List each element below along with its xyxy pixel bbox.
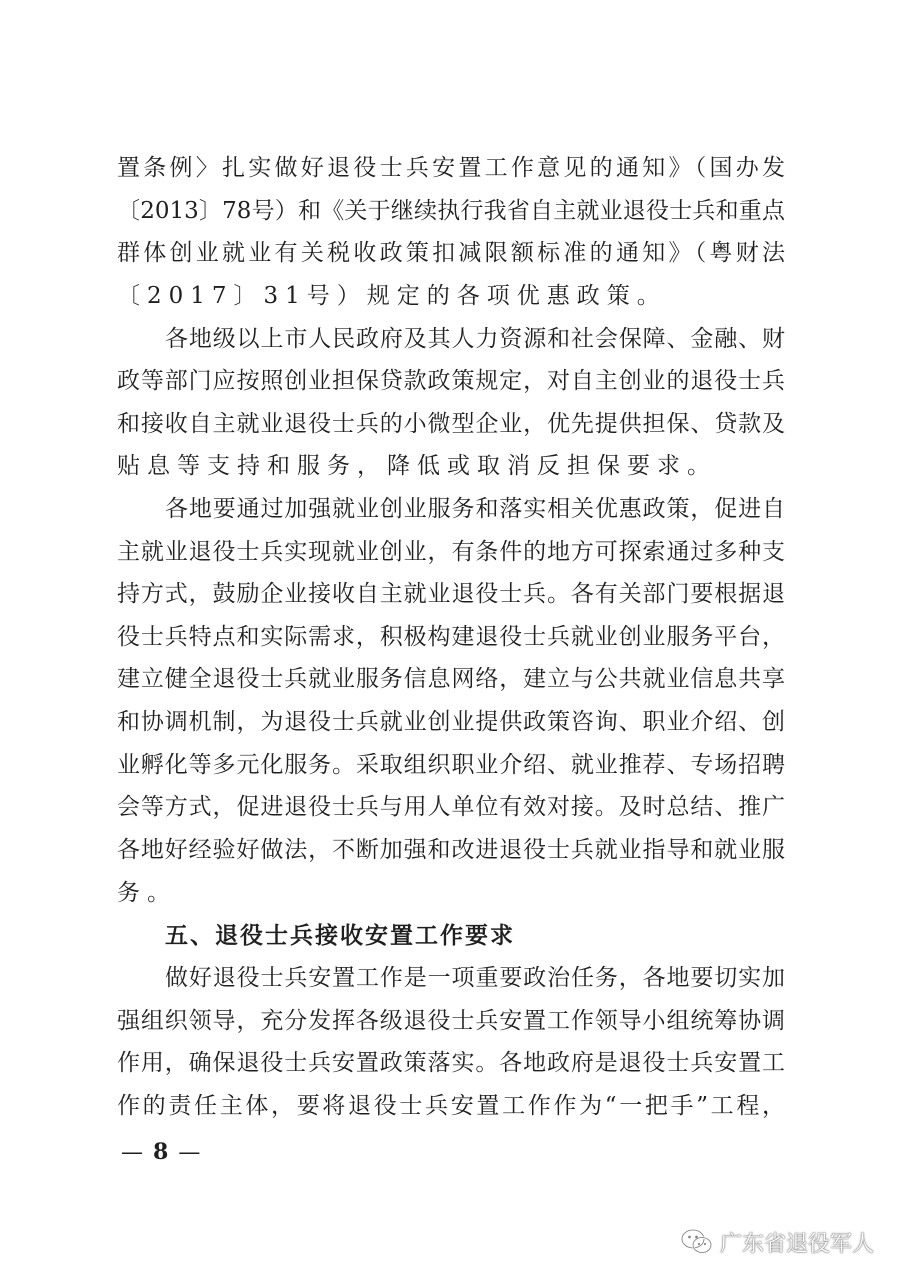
text-line: 置条例〉扎实做好退役士兵安置工作意见的通知》（国办发 [117, 155, 785, 181]
paragraph-first-line: 做好退役士兵安置工作是一项重要政治任务，各地要切实加 [165, 965, 785, 991]
text-line: 〔2017〕31号）规定的各项优惠政策。 [117, 283, 667, 309]
text-line: 建立健全退役士兵就业服务信息网络，建立与公共就业信息共享 [117, 666, 785, 692]
text-line: 群体创业就业有关税收政策扣减限额标准的通知》（粤财法 [117, 240, 785, 266]
text-line: 作的责任主体，要将退役士兵安置工作作为“一把手”工程， [117, 1093, 785, 1119]
watermark-text: 广东省退役军人 [719, 1231, 874, 1257]
page-number-value: 8 [153, 1139, 169, 1165]
text-line: 政等部门应按照创业担保贷款政策规定，对自主创业的退役士兵 [117, 368, 785, 394]
text-line: 和接收自主就业退役士兵的小微型企业，优先提供担保、贷款及 [117, 411, 785, 437]
text-line: 业孵化等多元化服务。采取组织职业介绍、就业推荐、专场招聘 [117, 752, 785, 778]
paragraph-first-line: 各地级以上市人民政府及其人力资源和社会保障、金融、财 [165, 326, 785, 352]
page-number [121, 1138, 200, 1167]
wechat-icon [680, 1227, 714, 1257]
text-line: 作用，确保退役士兵安置政策落实。各地政府是退役士兵安置工 [117, 1050, 785, 1076]
text-line: 各地好经验好做法，不断加强和改进退役士兵就业指导和就业服 [117, 837, 785, 863]
text-line: 务。 [117, 880, 177, 906]
page-number-dash-left: — [121, 1140, 143, 1165]
text-line: 会等方式，促进退役士兵与用人单位有效对接。及时总结、推广 [117, 794, 785, 820]
page-number-dash-right: — [178, 1140, 201, 1165]
text-line: 〔2013〕78号）和《关于继续执行我省自主就业退役士兵和重点 [117, 198, 785, 224]
source-watermark [680, 1226, 874, 1258]
text-line: 和协调机制，为退役士兵就业创业提供政策咨询、职业介绍、创 [117, 709, 785, 735]
section-heading: 五、退役士兵接收安置工作要求 [165, 923, 515, 949]
text-line: 贴息等支持和服务，降低或取消反担保要求。 [117, 453, 717, 479]
text-line: 持方式，鼓励企业接收自主就业退役士兵。各有关部门要根据退 [117, 581, 785, 607]
text-line: 役士兵特点和实际需求，积极构建退役士兵就业创业服务平台， [117, 624, 785, 650]
text-line: 强组织领导，充分发挥各级退役士兵安置工作领导小组统筹协调 [117, 1008, 785, 1034]
paragraph-first-line: 各地要通过加强就业创业服务和落实相关优惠政策，促进自 [165, 496, 785, 522]
text-line: 主就业退役士兵实现就业创业，有条件的地方可探索通过多种支 [117, 539, 785, 565]
